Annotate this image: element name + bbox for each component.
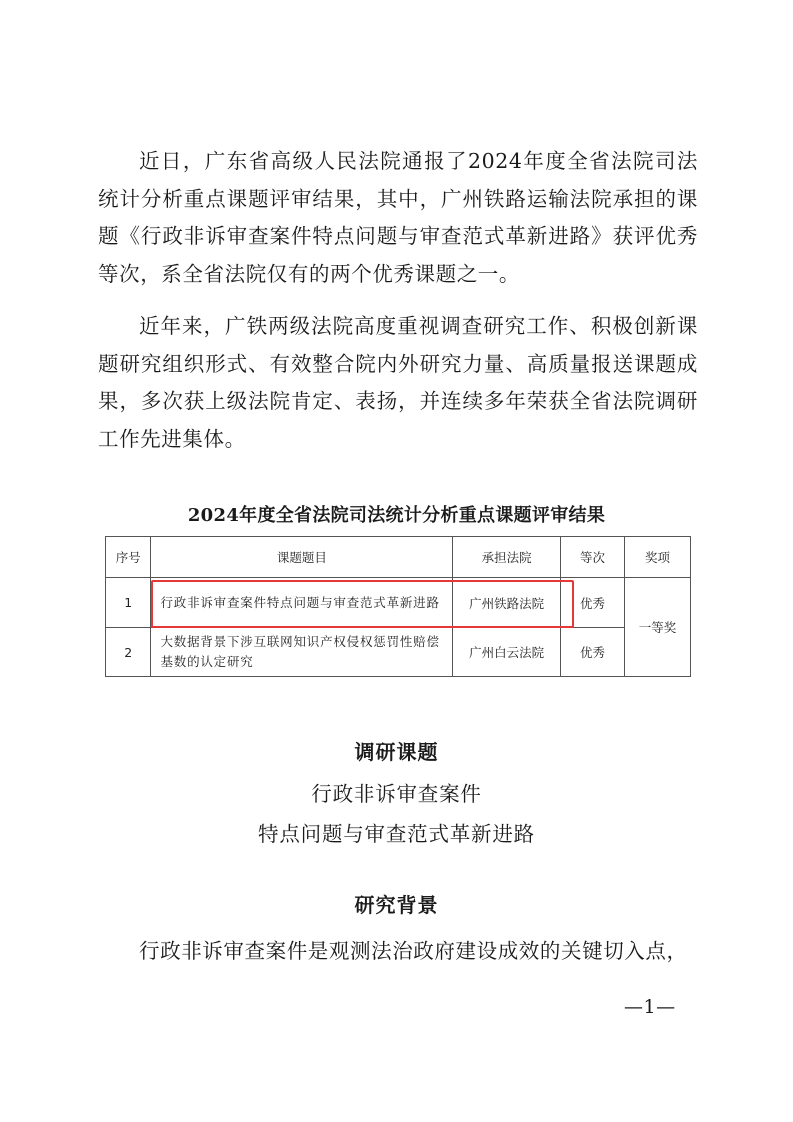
intro-paragraph-2: 近年来，广铁两级法院高度重视调查研究工作、积极创新课题研究组织形式、有效整合院内外研究力量、高质量报送课题成果，多次获上级法院肯定、表扬，并连续多年荣获全省法院调研工作先进集体。 [98, 314, 698, 451]
page-number: —1— [624, 996, 676, 1018]
table-title: 2024年度全省法院司法统计分析重点课题评审结果 [187, 505, 606, 526]
row-court: 广州铁路法院 [453, 578, 561, 628]
table-header-row [106, 537, 691, 578]
header-number: 序号 [106, 537, 151, 578]
intro-paragraph-1: 近日，广东省高级人民法院通报了2024年度全省法院司法统计分析重点课题评审结果，其中，广州铁路运输法院承担的课题《行政非诉审查案件特点问题与审查范式革新进路》获评优秀等次，系全省法院仅有的两个优秀课题之一。 [98, 149, 698, 286]
header-topic: 课题题目 [151, 537, 453, 578]
row-number: 1 [106, 578, 151, 628]
row-topic: 大数据背景下涉互联网知识产权侵权惩罚性赔偿基数的认定研究 [151, 628, 453, 677]
header-award: 奖项 [625, 537, 691, 578]
research-topic-line-2: 特点问题与审查范式革新进路 [258, 822, 535, 846]
table-row [106, 628, 691, 677]
background-paragraph: 行政非诉审查案件是观测法治政府建设成效的关键切入点， [139, 939, 688, 963]
header-grade: 等次 [561, 537, 625, 578]
table-row [106, 578, 691, 628]
background-heading: 研究背景 [354, 893, 439, 917]
row-grade: 优秀 [561, 628, 625, 677]
header-court: 承担法院 [453, 537, 561, 578]
research-topic-heading: 调研课题 [354, 740, 439, 764]
row-grade: 优秀 [561, 578, 625, 628]
research-topic-line-1: 行政非诉审查案件 [311, 782, 482, 806]
award-cell: 一等奖 [625, 578, 691, 677]
row-topic: 行政非诉审查案件特点问题与审查范式革新进路 [151, 578, 453, 628]
results-table [105, 536, 691, 677]
row-court: 广州白云法院 [453, 628, 561, 677]
row-number: 2 [106, 628, 151, 677]
